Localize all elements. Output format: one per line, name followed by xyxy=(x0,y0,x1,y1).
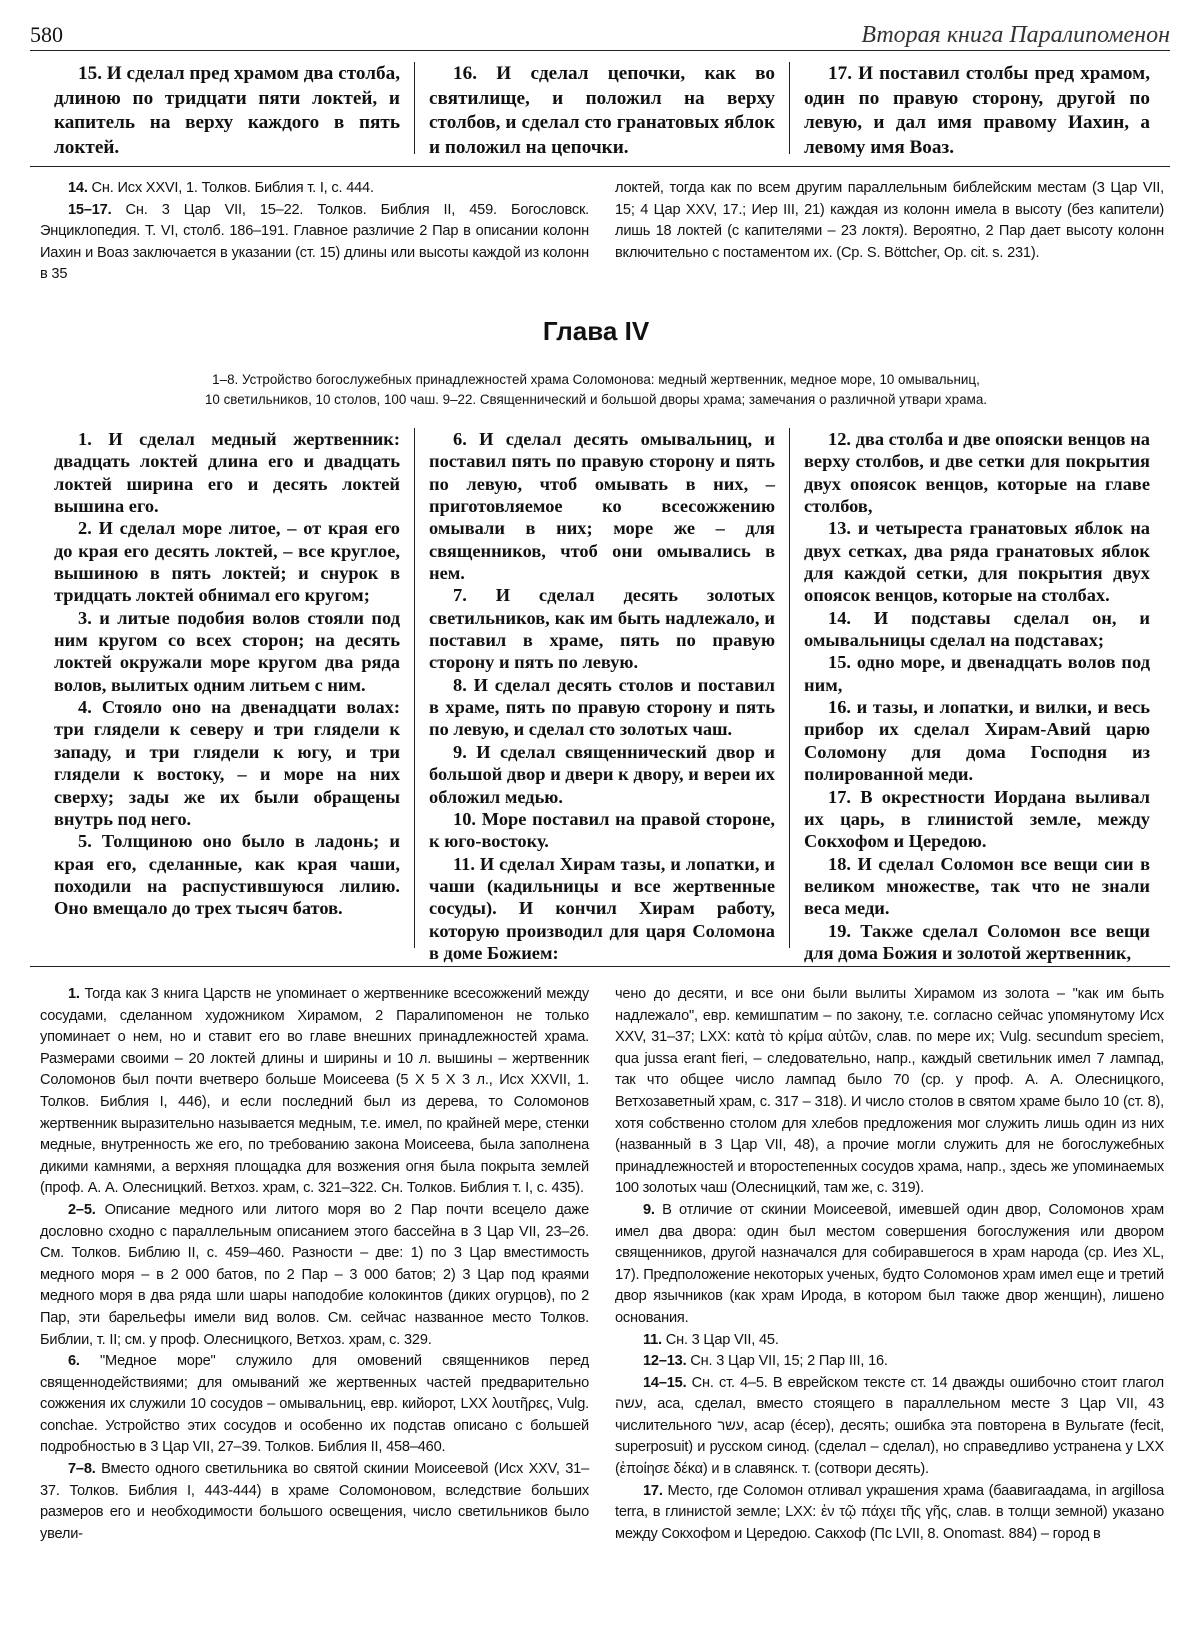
commentary-note xyxy=(40,984,589,1200)
verse: 5. Толщиною оно было в ладонь; и края его, сделанные, как края чаши, походили на распустившуюся лилию. Оно вмещало до трех тысяч батов. xyxy=(54,831,400,919)
commentary-note xyxy=(615,178,1164,264)
commentary-column xyxy=(40,178,589,286)
verse: 12. два столба и две опояски венцов на верху столбов, и две сетки для покрытия двух опоясок венцов, которые на главе столбов, xyxy=(804,429,1150,517)
commentary-column xyxy=(615,984,1164,1545)
verse: 18. И сделал Соломон все вещи сии в великом множестве, так что не знали веса меди. xyxy=(804,853,1150,919)
note-ref: 17. xyxy=(643,1482,663,1499)
commentary-note xyxy=(40,1459,589,1545)
commentary-column xyxy=(40,984,589,1545)
verse: 9. И сделал священнический двор и большой двор и двери к двору, и вереи их обложил медью. xyxy=(429,741,775,807)
section-divider xyxy=(30,166,1170,167)
verse: 2. И сделал море литое, – от края его до края его десять локтей, – все круглое, вышиною в пять локтей; и снурок в тридцать локтей обнимал его кругом; xyxy=(54,518,400,606)
note-ref: 1. xyxy=(68,986,80,1002)
note-text: Сн. ст. 4–5. В еврейском тексте ст. 14 дважды ошибочно стоит глагол עשה, аса, сделал, вместо стоящего в параллельном месте 3 Цар VII, 43 числительного עשר, асар (éсер), десять; ошибка эта повторена в Вульгате (fecit, superposuit) и русском синод. (сделал – сделал), но справедливо устранена у LXX (ἐποίησε δέκα) и в славянск. т. (сотвори десять). xyxy=(615,1374,1164,1478)
verse: 13. и четыреста гранатовых яблок на двух сетках, два ряда гранатовых яблок для каждой сетки, для покрытия двух опоясок венцов, которые на столбах. xyxy=(804,518,1150,606)
verse: 1. И сделал медный жертвенник: двадцать локтей длина его и двадцать локтей ширина его и десять локтей вышина его. xyxy=(54,429,400,517)
note-ref: 7–8. xyxy=(68,1461,96,1478)
verse: 16. И сделал цепочки, как во святилище, и положил на верху столбов, и сделал сто гранатовых яблок и положил на цепочки. xyxy=(429,63,775,158)
note-ref: 12–13. xyxy=(643,1353,687,1370)
commentary-note xyxy=(615,1200,1164,1330)
section-divider xyxy=(30,966,1170,967)
note-text: Место, где Соломон отливал украшения храма (баавигаадама, in argillosa terra, в глинистой земле; LXX: ἐν τῷ πάχει τῆς γῆς, слав. в толщи земной) указано между Сокхофом и Цередою. Сакхоф (Пс LVII, 8. Onomast. 884) – город в xyxy=(615,1482,1164,1542)
verse: 14. И подставы сделал он, и омывальницы сделал на подставах; xyxy=(804,607,1150,651)
note-ref: 14. xyxy=(68,180,88,196)
note-text: Вместо одного светильника во святой скинии Моисеевой (Исх XXV, 31–37. Толков. Библия I, 443-444) в храме Соломоновом, вследствие больших размеров его и необходимости большого освещения, число светильников было увели- xyxy=(40,1461,589,1542)
commentary-column xyxy=(615,178,1164,286)
note-text: Тогда как 3 книга Царств не упоминает о жертвеннике всесожжений между сосудами, сделанном художником Хирамом, 2 Паралипоменон не только упоминает о нем, но и ставит его во главе внешних принадлежностей храма. Размерами своими – 20 локтей длины и ширины и 10 л. вышины – жертвенник Соломонов был почти вчетверо больше Моисеева (5 X 5 X 3 л., Исх XXVII, 1. Толков. Библия I, 446), и если последний был из дерева, то Соломонов жертвенник выразительно называется медным, т.е. имел, по крайней мере, стенки медные, внутренность же его, по требованию закона Моисеева, была заполнена дикими камнями, а верхняя площадка для возжения огня была покрыта землей (проф. А. А. Олесницкий. Ветхоз. храм, с. 321–322. Сн. Толков. Библия т. I, с. 435). xyxy=(40,986,589,1197)
chapter-title: Глава IV xyxy=(542,316,650,346)
verse: 4. Стояло оно на двенадцати волах: три глядели к северу и три глядели к западу, и три глядели к югу, и три глядели к востоку, – и море на них сверху; зады же их были обращены внутрь под него. xyxy=(54,697,400,829)
note-ref: 14–15. xyxy=(643,1374,687,1391)
note-ref: 2–5. xyxy=(68,1201,96,1218)
top-commentary xyxy=(40,178,1164,286)
verse: 6. И сделал десять омывальниц, и поставил пять по правую сторону и пять по левую, чтоб омывать в них, – приготовляемое ко всесожжению омывали в них; море же – для священников, чтоб они омывались в нем. xyxy=(429,429,775,584)
verse: 17. И поставил столбы пред храмом, один по правую сторону, другой по левую, и дал имя правому Иахин, а левому имя Воаз. xyxy=(804,63,1150,158)
running-title: Вторая книга Паралипоменон xyxy=(861,22,1170,48)
note-text: "Медное море" служило для омовений священников перед священнодействиями; для омываний же жертвенных частей предварительно сожжения их служили 10 сосудов – омывальниц, евр. кийорот, LXX λουτῆρες, Vulg. conchae. Устройство этих сосудов и особенно их подстав описано с большей подробностью в 3 Цар VII, 27–39. Толков. Библия II, 458–460. xyxy=(40,1353,589,1456)
verse: 15. И сделал пред храмом два столба, длиною по тридцати пяти локтей, и капитель на верху каждого в пять локтей. xyxy=(54,63,400,158)
chapter-summary xyxy=(120,370,1072,410)
main-verse-columns xyxy=(40,428,1164,963)
commentary-note xyxy=(40,200,589,286)
page-number: 580 xyxy=(30,22,63,47)
verse-column xyxy=(40,62,414,158)
note-ref: 6. xyxy=(68,1353,80,1370)
note-text: чено до десяти, и все они были вылиты Хирамом из золота – "как им быть надлежало", евр. кемишпатим – по закону, т.е. согласно сейчас упомянутому Исх XXV, 31–37; LXX: κατὰ τὸ κρίμα αὐτῶν, слав. по мере их; Vulg. secundum speciem, qua jussa erant fieri, – следовательно, напр., каждый светильник имел 7 лампад, так что общее число лампад было 70 (ср. у проф. А. А. Олесницкого, Ветхозаветный храм, с. 317 – 318). И число столов в святом храме было 10 (ст. 8), хотя собственно столом для хлебов предложения мог служить лишь один из них (названный в 3 Цар VII, 48), а прочие могли служить для не богослужебных принадлежностей и второстепенных сосудов храма, напр., здесь же упоминаемых 100 золотых чаш (Олесницкий, там же, с. 319). xyxy=(615,986,1164,1197)
verse: 17. В окрестности Иордана выливал их царь, в глинистой земле, между Сокхофом и Цередою. xyxy=(804,786,1150,852)
note-text: Сн. 3 Цар VII, 45. xyxy=(661,1331,779,1348)
commentary-note xyxy=(615,984,1164,1200)
commentary-note xyxy=(615,1481,1164,1546)
top-verse-columns xyxy=(40,62,1164,158)
commentary-note xyxy=(40,1351,589,1459)
commentary-note xyxy=(615,1330,1164,1352)
verse-column xyxy=(414,62,789,158)
commentary-note xyxy=(40,178,589,200)
verse-column xyxy=(789,62,1164,158)
summary-line: 1–8. Устройство богослужебных принадлежностей храма Соломонова: медный жертвенник, медное море, 10 омывальниц, xyxy=(212,372,980,387)
verse: 8. И сделал десять столов и поставил в храме, пять по правую сторону и пять по левую, и сделал сто золотых чаш. xyxy=(429,674,775,740)
note-text: Сн. 3 Цар VII, 15–22. Толков. Библия II, 459. Богословск. Энциклопедия. Т. VI, столб. 186–191. Главное различие 2 Пар в описании колонн Иахин и Воаз заключается в указании (ст. 15) длины или высоты каждой из колонн в 35 xyxy=(40,201,589,283)
verse: 16. и тазы, и лопатки, и вилки, и весь прибор их сделал Хирам-Авий царю Соломону для дома Господня из полированной меди. xyxy=(804,697,1150,785)
summary-line: 10 светильников, 10 столов, 100 чаш. 9–22. Священнический и большой дворы храма; замечания о различной утвари храма. xyxy=(204,392,988,407)
verse: 19. Также сделал Соломон все вещи для дома Божия и золотой жертвенник, xyxy=(804,920,1150,963)
verse: 3. и литые подобия волов стояли под ним кругом со всех сторон; на десять локтей окружали море кругом два ряда волов, вылитых одним литьем с ним. xyxy=(54,607,400,695)
verse-column xyxy=(40,428,414,948)
verse: 15. одно море, и двенадцать волов под ним, xyxy=(804,652,1150,695)
verse: 7. И сделал десять золотых светильников, как им быть надлежало, и поставил в храме, пять по правую сторону и пять по левую. xyxy=(429,585,775,673)
verse-column xyxy=(789,428,1164,963)
note-ref: 9. xyxy=(643,1201,655,1218)
commentary-note xyxy=(615,1373,1164,1481)
note-text: Сн. 3 Цар VII, 15; 2 Пар III, 16. xyxy=(686,1353,888,1370)
commentary-note xyxy=(40,1200,589,1351)
verse: 10. Море поставил на правой стороне, к юго-востоку. xyxy=(429,808,775,852)
commentary-note xyxy=(615,1351,1164,1373)
bottom-commentary xyxy=(40,984,1164,1545)
note-text: Описание медного или литого моря во 2 Пар почти всецело даже дословно сходно с параллельным описанием этого бассейна в 3 Цар VII, 23–26. См. Толков. Библию II, с. 459–460. Разности – две: 1) по 3 Цар вместимость медного моря – в 2 000 батов, по 2 Пар – 3 000 батов; 2) 3 Цар под краями медного моря в два ряда шли шары наподобие колокинтов (диких огурцов), по 2 Пар, эти барельефы имели вид волов. См. сейчас названное место Толков. Библии, т. II; см. у проф. Олесницкого, Ветхоз. храм, с. 329. xyxy=(40,1201,589,1348)
note-text: В отличие от скинии Моисеевой, имевшей один двор, Соломонов храм имел два двора: один был местом совершения богослужения или двором священников, другой назначался для собиравшегося в храм народа (ср. Иез XL, 17). Предположение некоторых ученых, будто Соломонов храм имел еще и третий двор язычников (как храм Ирода, в котором был также двор женщин), лишено основания. xyxy=(615,1201,1164,1326)
note-text: Сн. Исх XXVI, 1. Толков. Библия т. I, с. 444. xyxy=(87,180,374,196)
verse: 11. И сделал Хирам тазы, и лопатки, и чаши (кадильницы и все жертвенные сосуды). И кончил Хирам работу, которую производил для царя Соломона в доме Божием: xyxy=(429,853,775,963)
note-ref: 11. xyxy=(643,1331,662,1348)
note-ref: 15–17. xyxy=(68,201,112,218)
page-header xyxy=(30,20,1170,51)
verse-column xyxy=(414,428,789,963)
note-text: локтей, тогда как по всем другим параллельным библейским местам (3 Цар VII, 15; 4 Цар XXV, 17.; Иер III, 21) каждая из колонн имела в высоту (без капители) лишь 18 локтей (с капителями – 23 локтя). Вероятно, 2 Пар дает высоту колонн включительно с постаментом их. (Ср. S. Böttcher, Op. cit. s. 231). xyxy=(615,180,1164,261)
